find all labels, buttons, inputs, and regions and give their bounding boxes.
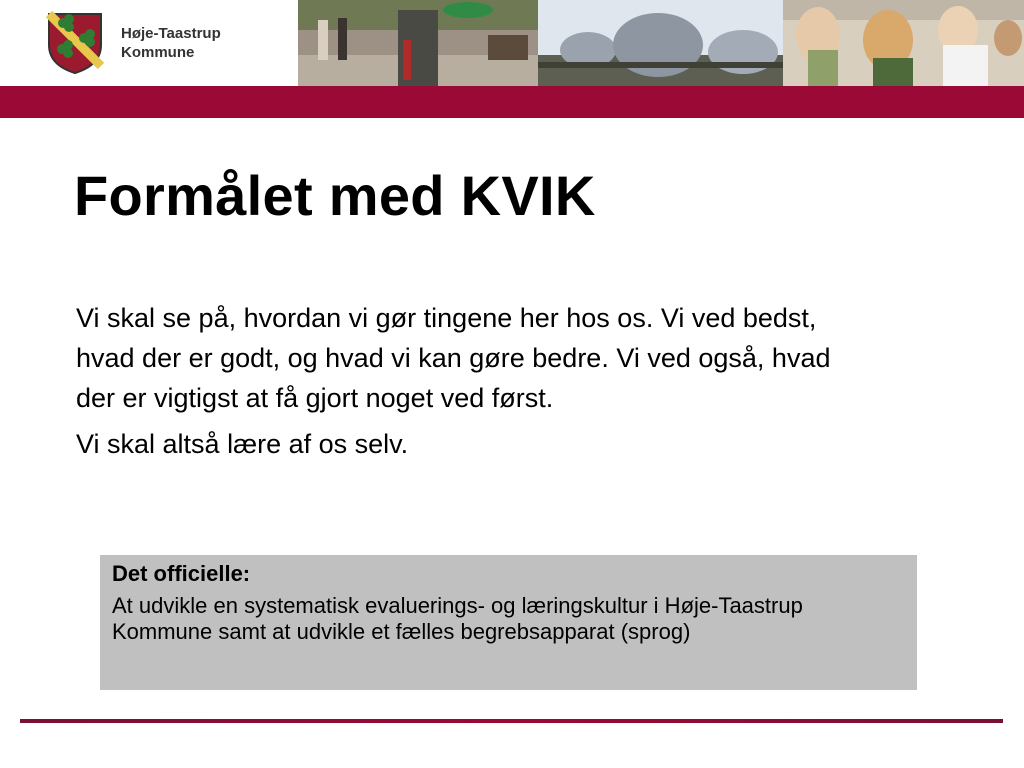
box-heading: Det officielle: [112, 561, 251, 586]
footer-divider [20, 719, 1003, 723]
organization-name [121, 24, 221, 62]
slide-title: Formålet med KVIK [74, 164, 596, 227]
slide-body [76, 298, 866, 470]
children-playing-photo [783, 0, 1024, 86]
municipal-crest-logo [46, 11, 104, 75]
domed-buildings-photo [538, 0, 783, 86]
body-paragraph-2: Vi skal altså lære af os selv. [76, 429, 409, 459]
street-scene-photo [298, 0, 538, 86]
box-text: At udvikle en systematisk evaluerings- og læringskultur i Høje-Taastrup Kommune samt at udvikle et fælles begrebsapparat (sprog) [112, 593, 803, 644]
brand-band [0, 86, 1024, 118]
org-name-line2: Kommune [121, 44, 195, 61]
org-name-line1: Høje-Taastrup [121, 25, 221, 42]
official-purpose-box [100, 555, 917, 690]
header-photo-strip [298, 0, 1024, 86]
body-paragraph-1: Vi skal se på, hvordan vi gør tingene her hos os. Vi ved bedst, hvad der er godt, og hvad vi kan gøre bedre. Vi ved også, hvad der er vigtigst at få gjort noget ved først. [76, 303, 831, 413]
header [0, 0, 1024, 86]
